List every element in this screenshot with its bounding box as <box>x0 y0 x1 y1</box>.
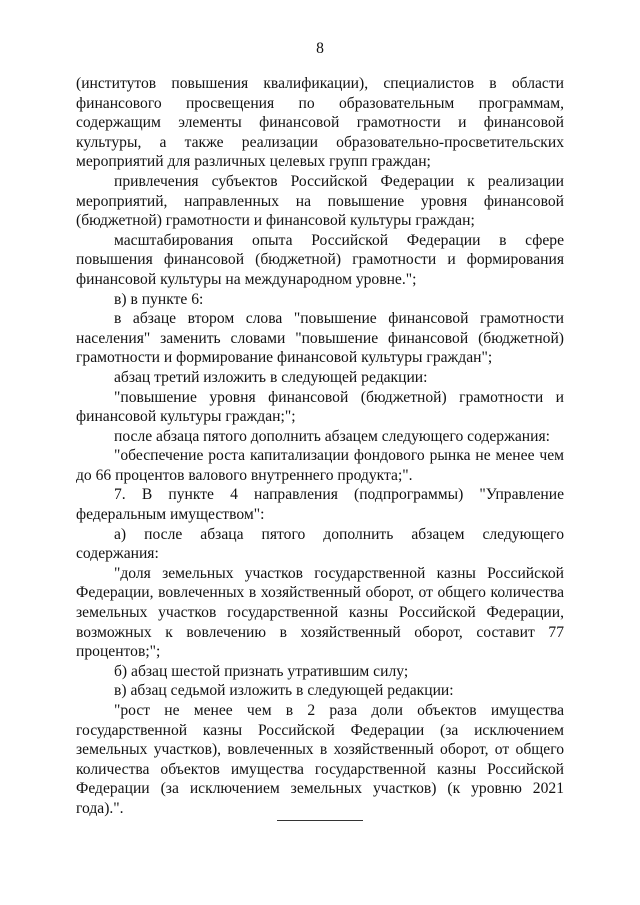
paragraph-12: "доля земельных участков государственной казны Российской Федерации, вовлеченных в хозяйственный оборот, от общего количества земельных участков государственной казны Российской Федерации, возможных к вовлечению в хозяйственный оборот, составит 77 процентов;"; <box>76 564 564 661</box>
paragraph-13: б) абзац шестой признать утратившим силу; <box>114 662 409 680</box>
paragraph-3: масштабирования опыта Российской Федерации в сфере повышения финансовой (бюджетной) грамотности и формирования финансовой культуры на международном уровне."; <box>76 231 564 288</box>
paragraph-8: после абзаца пятого дополнить абзацем следующего содержания: <box>114 427 550 445</box>
paragraph-11: а) после абзаца пятого дополнить абзацем следующего содержания: <box>76 525 564 563</box>
paragraph-14: в) абзац седьмой изложить в следующей редакции: <box>114 682 454 700</box>
paragraph-1: (институтов повышения квалификации), специалистов в области финансового просвещения по образовательным программам, содержащим элементы финансовой грамотности и финансовой культуры, а также реализации образовательно-просветительских мероприятий для различных целевых групп граждан; <box>76 75 564 171</box>
paragraph-6: абзац третий изложить в следующей редакции: <box>114 368 428 386</box>
paragraph-7: "повышение уровня финансовой (бюджетной) грамотности и финансовой культуры граждан;"; <box>76 388 564 426</box>
paragraph-2: привлечения субъектов Российской Федерации к реализации мероприятий, направленных на повышение уровня финансовой (бюджетной) грамотности и финансовой культуры граждан; <box>76 172 564 230</box>
paragraph-15: "рост не менее чем в 2 раза доли объектов имущества государственной казны Российской Федерации (за исключением земельных участков), вовлеченных в хозяйственный оборот, от общего количества объектов имущества государственной казны Российской Федерации (за исключением земельных участков) (к уровню 2021 года).". <box>76 702 564 817</box>
end-separator-line <box>277 820 363 821</box>
document-body <box>76 74 564 819</box>
paragraph-5: в абзаце втором слова "повышение финансовой грамотности населения" заменить словами "повышение финансовой (бюджетной) грамотности и формирование финансовой культуры граждан"; <box>76 310 564 367</box>
page-number: 8 <box>316 40 324 57</box>
paragraph-9: "обеспечение роста капитализации фондового рынка не менее чем до 66 процентов валового внутреннего продукта;". <box>76 447 564 484</box>
paragraph-4: в) в пункте 6: <box>114 290 204 308</box>
paragraph-10: 7. В пункте 4 направления (подпрограммы) "Управление федеральным имуществом": <box>76 486 564 524</box>
